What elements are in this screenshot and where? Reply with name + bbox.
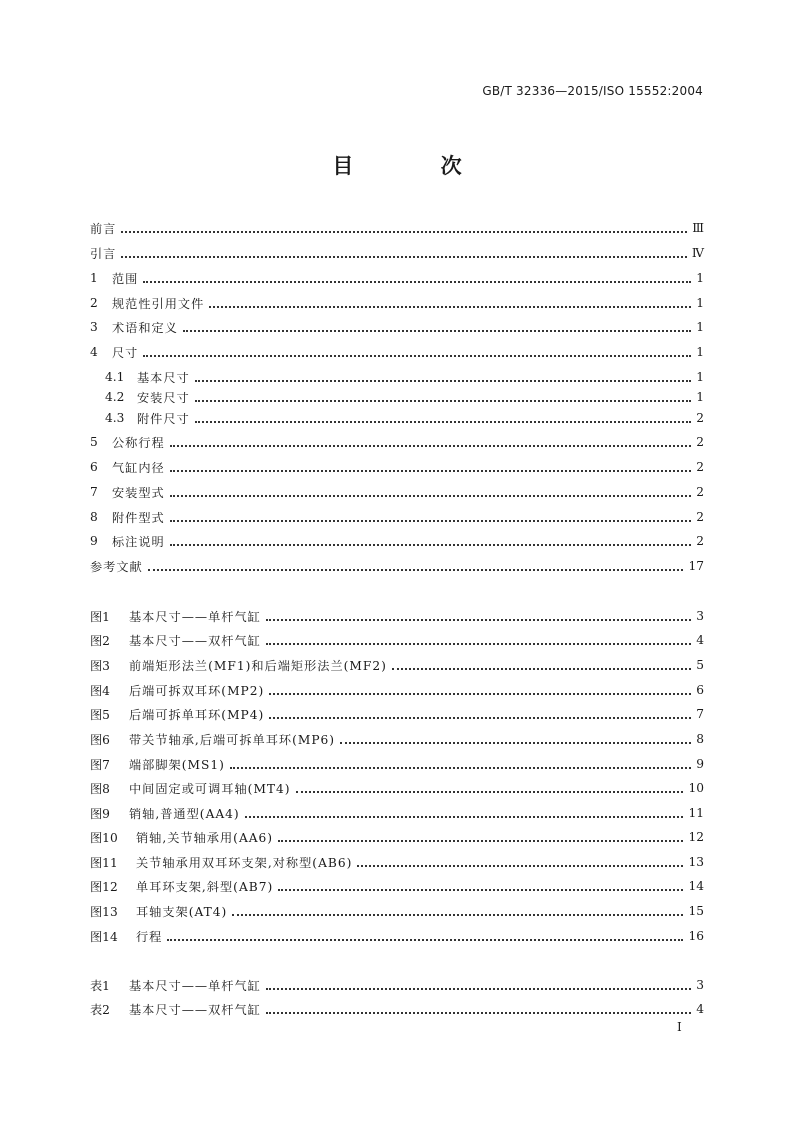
toc-label: 公称行程 [112, 435, 165, 450]
toc-figure-2[interactable] [90, 630, 704, 650]
figure-page: 10 [688, 781, 704, 795]
dot-leader [230, 766, 691, 769]
figure-number: 图1 [90, 609, 110, 624]
toc-label: 尺寸 [112, 345, 139, 360]
figure-label: 销轴,关节轴承用(AA6) [136, 830, 274, 845]
toc-label: 气缸内径 [112, 460, 165, 475]
page-number: Ⅰ [677, 1020, 682, 1034]
toc-page: 2 [696, 510, 704, 524]
dot-leader [278, 839, 683, 842]
toc-page: Ⅳ [691, 246, 704, 260]
toc-page: 1 [696, 296, 704, 310]
toc-label: 参考文献 [90, 559, 143, 574]
toc-entry-4[interactable] [90, 342, 704, 362]
dot-leader [245, 815, 684, 818]
dot-leader [209, 305, 691, 308]
dot-leader [170, 543, 691, 546]
dot-leader [170, 444, 691, 447]
toc-page: 2 [696, 460, 704, 474]
toc-entry-4-1[interactable] [105, 367, 704, 387]
toc-page: 1 [696, 390, 704, 404]
toc-table-1[interactable] [90, 975, 704, 995]
figure-label: 基本尺寸——单杆气缸 [129, 609, 261, 624]
dot-leader [143, 354, 691, 357]
figure-page: 3 [696, 609, 704, 623]
toc-label: 安装尺寸 [137, 390, 190, 405]
dot-leader [266, 1011, 691, 1014]
toc-label: 安装型式 [112, 485, 165, 500]
toc-number: 7 [90, 485, 98, 499]
toc-figure-3[interactable] [90, 655, 704, 675]
figure-number: 图6 [90, 732, 110, 747]
toc-label: 引言 [90, 246, 117, 261]
dot-leader [170, 519, 691, 522]
figure-label: 耳轴支架(AT4) [136, 904, 228, 919]
figure-label: 行程 [136, 929, 163, 944]
figure-label: 销轴,普通型(AA4) [129, 806, 240, 821]
toc-label: 规范性引用文件 [112, 296, 205, 311]
figure-label: 关节轴承用双耳环支架,对称型(AB6) [136, 855, 353, 870]
dot-leader [269, 716, 691, 719]
toc-figure-13[interactable] [90, 901, 704, 921]
toc-page: 2 [696, 411, 704, 425]
dot-leader [121, 230, 687, 233]
dot-leader [278, 888, 683, 891]
toc-label: 附件尺寸 [137, 411, 190, 426]
figure-page: 13 [688, 855, 704, 869]
table-page: 3 [696, 978, 704, 992]
toc-entry-1[interactable] [90, 268, 704, 288]
dot-leader [195, 379, 691, 382]
figure-label: 后端可拆单耳环(MP4) [129, 707, 265, 722]
dot-leader [269, 692, 691, 695]
toc-entry-4-2[interactable] [105, 387, 704, 407]
dot-leader [195, 420, 691, 423]
figure-label: 基本尺寸——双杆气缸 [129, 633, 261, 648]
table-page: 4 [696, 1002, 704, 1016]
dot-leader [183, 329, 691, 332]
figure-page: 12 [688, 830, 704, 844]
figure-label: 前端矩形法兰(MF1)和后端矩形法兰(MF2) [129, 658, 387, 673]
toc-number: 6 [90, 460, 98, 474]
figure-label: 中间固定或可调耳轴(MT4) [129, 781, 291, 796]
toc-page: 2 [696, 534, 704, 548]
toc-number: 2 [90, 296, 98, 310]
toc-figure-1[interactable] [90, 606, 704, 626]
toc-table-2[interactable] [90, 999, 704, 1019]
toc-page: 2 [696, 435, 704, 449]
toc-label: 基本尺寸 [137, 370, 190, 385]
figure-page: 7 [696, 707, 704, 721]
toc-entry-6[interactable] [90, 457, 704, 477]
toc-figure-11[interactable] [90, 852, 704, 872]
toc-page: 1 [696, 320, 704, 334]
toc-page: 1 [696, 345, 704, 359]
toc-number: 3 [90, 320, 98, 334]
dot-leader [266, 618, 691, 621]
dot-leader [167, 938, 683, 941]
figure-page: 8 [696, 732, 704, 746]
toc-figure-4[interactable] [90, 680, 704, 700]
toc-number: 8 [90, 510, 98, 524]
dot-leader [392, 667, 691, 670]
dot-leader [121, 255, 686, 258]
toc-label: 附件型式 [112, 510, 165, 525]
toc-figure-10[interactable] [90, 827, 704, 847]
toc-entry-foreword[interactable] [90, 218, 704, 238]
figure-label: 单耳环支架,斜型(AB7) [136, 879, 274, 894]
toc-number: 4 [90, 345, 98, 359]
table-number: 表1 [90, 978, 110, 993]
figure-page: 15 [688, 904, 704, 918]
toc-figure-6[interactable] [90, 729, 704, 749]
dot-leader [148, 568, 684, 571]
figure-page: 5 [696, 658, 704, 672]
figure-number: 图10 [90, 830, 118, 845]
figure-number: 图8 [90, 781, 110, 796]
toc-entry-introduction[interactable] [90, 243, 704, 263]
figure-number: 图2 [90, 633, 110, 648]
figure-number: 图4 [90, 683, 110, 698]
dot-leader [170, 494, 691, 497]
figure-page: 9 [696, 757, 704, 771]
toc-number: 4.2 [105, 390, 125, 404]
toc-entry-5[interactable] [90, 432, 704, 452]
toc-figure-7[interactable] [90, 754, 704, 774]
dot-leader [232, 913, 683, 916]
table-number: 表2 [90, 1002, 110, 1017]
toc-page: Ⅲ [692, 221, 704, 235]
dot-leader [195, 399, 691, 402]
figure-number: 图3 [90, 658, 110, 673]
figure-page: 4 [696, 633, 704, 647]
figure-page: 11 [688, 806, 704, 820]
toc-number: 4.3 [105, 411, 125, 425]
toc-page: 2 [696, 485, 704, 499]
toc-entry-bibliography[interactable] [90, 556, 704, 576]
toc-figure-12[interactable] [90, 876, 704, 896]
figure-number: 图9 [90, 806, 110, 821]
figure-number: 图11 [90, 855, 118, 870]
dot-leader [296, 790, 684, 793]
toc-figure-14[interactable] [90, 926, 704, 946]
toc-figure-8[interactable] [90, 778, 704, 798]
dot-leader [340, 741, 691, 744]
figure-number: 图13 [90, 904, 118, 919]
toc-entry-9[interactable] [90, 531, 704, 551]
toc-page: 17 [688, 559, 704, 573]
toc-entry-3[interactable] [90, 317, 704, 337]
figure-label: 端部脚架(MS1) [129, 757, 225, 772]
toc-entry-4-3[interactable] [105, 408, 704, 428]
figure-page: 14 [688, 879, 704, 893]
table-label: 基本尺寸——单杆气缸 [129, 978, 261, 993]
dot-leader [266, 642, 691, 645]
toc-number: 5 [90, 435, 98, 449]
figure-label: 带关节轴承,后端可拆单耳环(MP6) [129, 732, 336, 747]
page-title: 目 次 [332, 154, 502, 178]
toc-label: 标注说明 [112, 534, 165, 549]
toc-number: 9 [90, 534, 98, 548]
toc-entry-7[interactable] [90, 482, 704, 502]
figure-page: 6 [696, 683, 704, 697]
figure-number: 图5 [90, 707, 110, 722]
table-label: 基本尺寸——双杆气缸 [129, 1002, 261, 1017]
figure-number: 图12 [90, 879, 118, 894]
toc-number: 4.1 [105, 370, 125, 384]
toc-label: 范围 [112, 271, 139, 286]
figure-number: 图14 [90, 929, 118, 944]
toc-entry-2[interactable] [90, 293, 704, 313]
dot-leader [143, 280, 691, 283]
dot-leader [170, 469, 691, 472]
standard-code-header: GB/T 32336—2015/ISO 15552:2004 [482, 84, 703, 98]
toc-page: 1 [696, 370, 704, 384]
figure-label: 后端可拆双耳环(MP2) [129, 683, 265, 698]
toc-label: 前言 [90, 221, 117, 236]
dot-leader [266, 987, 691, 990]
figure-number: 图7 [90, 757, 110, 772]
toc-entry-8[interactable] [90, 507, 704, 527]
dot-leader [357, 864, 683, 867]
toc-number: 1 [90, 271, 98, 285]
figure-page: 16 [688, 929, 704, 943]
toc-label: 术语和定义 [112, 320, 178, 335]
toc-page: 1 [696, 271, 704, 285]
toc-figure-9[interactable] [90, 803, 704, 823]
toc-figure-5[interactable] [90, 704, 704, 724]
